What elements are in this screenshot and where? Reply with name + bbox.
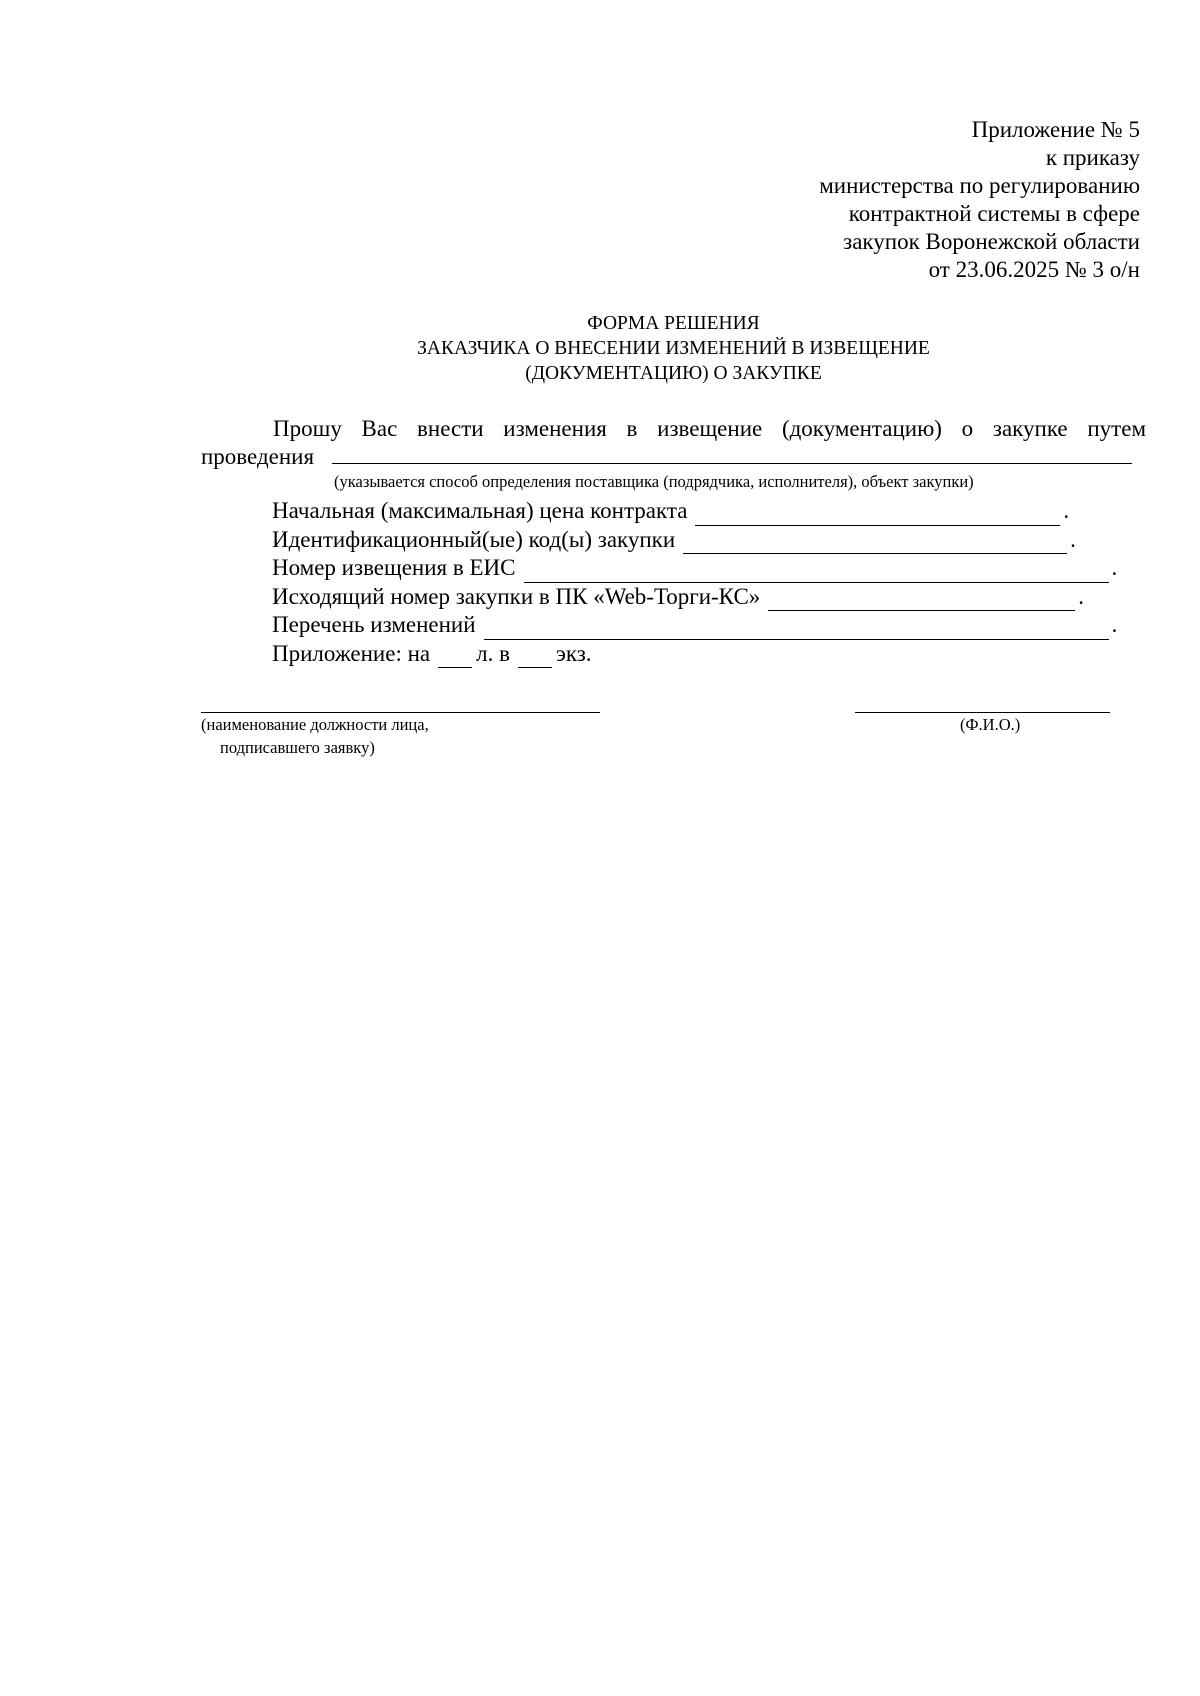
title-line-1: ФОРМА РЕШЕНИЯ (587, 313, 760, 334)
field-attachment (272, 640, 1152, 669)
field-ikz (272, 526, 1152, 555)
field-changes-blank[interactable] (484, 617, 1109, 640)
appendix-line-3: министерства по регулированию (819, 173, 1140, 198)
document-title (201, 311, 1146, 386)
procurement-fields (272, 497, 1152, 668)
appendix-line-1: Приложение № 5 (971, 117, 1140, 142)
intro-paragraph (201, 415, 1146, 471)
field-nmck (272, 497, 1152, 526)
attachment-prefix: Приложение: на (272, 640, 431, 666)
field-web-torgi-label: Исходящий номер закупки в ПК «Web-Торги-КС» (272, 583, 761, 609)
attachment-sheets-blank[interactable] (438, 645, 472, 668)
appendix-line-5: закупок Воронежской области (843, 229, 1140, 254)
field-changes-period: . (1111, 612, 1118, 637)
appendix-line-6: от 23.06.2025 № 3 о/н (928, 257, 1140, 282)
attachment-copies-blank[interactable] (518, 645, 552, 668)
attachment-middle: л. в (476, 640, 510, 666)
field-changes-label: Перечень изменений (272, 612, 476, 637)
intro-line-2-label: проведения (201, 444, 315, 469)
field-eis (272, 554, 1152, 583)
title-line-2: ЗАКАЗЧИКА О ВНЕСЕНИИ ИЗМЕНЕНИЙ В ИЗВЕЩЕНИЕ (417, 338, 930, 359)
field-eis-label: Номер извещения в ЕИС (272, 555, 516, 580)
intro-line-2 (201, 443, 1146, 471)
field-nmck-blank[interactable] (695, 503, 1060, 526)
intro-line-1: Прошу Вас внести изменения в извещение (документацию) о закупке путем (273, 416, 1146, 441)
appendix-line-2: к приказу (1045, 145, 1140, 170)
field-ikz-label: Идентификационный(ые) код(ы) закупки (272, 526, 676, 552)
field-web-torgi (272, 583, 1152, 612)
position-caption-1: (наименование должности лица, (201, 715, 429, 734)
position-caption-2: подписавшего заявку) (220, 738, 375, 757)
field-ikz-blank[interactable] (683, 531, 1067, 554)
title-line-3: (ДОКУМЕНТАЦИЮ) О ЗАКУПКЕ (525, 363, 822, 384)
appendix-header (580, 116, 1140, 284)
field-nmck-period: . (1063, 498, 1070, 523)
field-web-torgi-blank[interactable] (768, 588, 1075, 611)
field-nmck-label: Начальная (максимальная) цена контракта (272, 498, 688, 523)
field-web-torgi-period: . (1078, 583, 1085, 609)
procurement-method-hint: (указывается способ определения поставщика (подрядчика, исполнителя), объект закупки) (334, 472, 974, 491)
field-eis-period: . (1111, 555, 1118, 580)
field-eis-blank[interactable] (524, 560, 1109, 583)
field-changes (272, 611, 1152, 640)
field-ikz-period: . (1070, 526, 1076, 552)
appendix-line-4: контрактной системы в сфере (848, 201, 1140, 226)
name-caption: (Ф.И.О.) (960, 715, 1021, 734)
attachment-suffix: экз. (555, 640, 592, 666)
procurement-method-blank[interactable] (332, 462, 1132, 464)
